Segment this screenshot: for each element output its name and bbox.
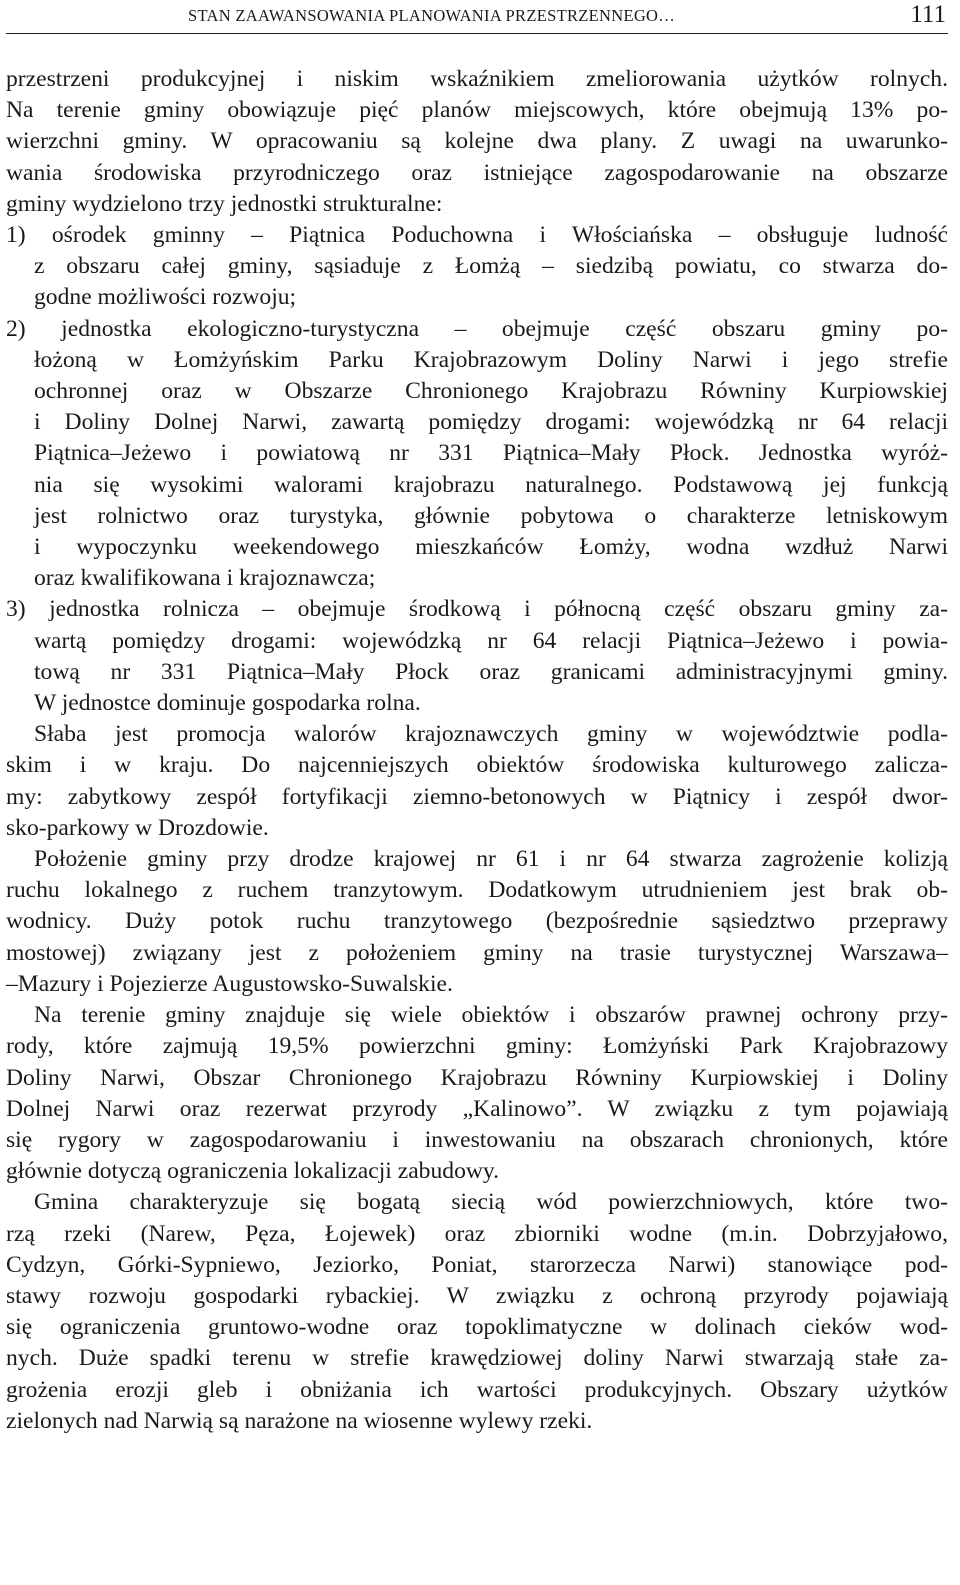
- list-item-1-line: z obszaru całej gminy, sąsiaduje z Łomżą – siedzibą powiatu, co stwarza do-: [34, 253, 948, 280]
- paragraph-line: głównie dotyczą ograniczenia lokalizacji zabudowy.: [6, 1158, 500, 1185]
- paragraph-line: sko-parkowy w Drozdowie.: [6, 814, 269, 841]
- paragraph-line: się rygory w zagospodarowaniu i inwestowaniu na obszarach chronionych, które: [6, 1126, 948, 1153]
- list-item-2-line: i Doliny Dolnej Narwi, zawartą pomiędzy drogami: wojewódzką nr 64 relacji: [34, 409, 948, 436]
- paragraph-line: ruchu lokalnego z ruchem tranzytowym. Dodatkowym utrudnieniem jest brak ob-: [6, 877, 948, 904]
- list-item-2-line: łożoną w Łomżyńskim Parku Krajobrazowym Doliny Narwi i jego strefie: [34, 346, 948, 373]
- list-item-3-line: 3) jednostka rolnicza – obejmuje środkową i północną część obszaru gminy za-: [6, 596, 948, 623]
- running-title: STAN ZAAWANSOWANIA PLANOWANIA PRZESTRZENNEGO…: [188, 6, 676, 25]
- paragraph-line: nych. Duże spadki terenu w strefie krawędziowej doliny Narwi stwarzają stałe za-: [6, 1345, 948, 1372]
- list-item-2-line: jest rolnictwo oraz turystyka, głównie pobytowa o charakterze letniskowym: [34, 502, 948, 529]
- paragraph-line: grożenia erozji gleb i obniżania ich wartości produkcyjnych. Obszary użytków: [6, 1376, 948, 1403]
- paragraph-line: się ograniczenia gruntowo-wodne oraz topoklimatyczne w dolinach cieków wod-: [6, 1314, 948, 1341]
- paragraph-line: Na terenie gminy znajduje się wiele obiektów i obszarów prawnej ochrony przy-: [34, 1002, 948, 1029]
- list-item-2-line: Piątnica–Jeżewo i powiatową nr 331 Piątnica–Mały Płock. Jednostka wyróż-: [34, 440, 948, 467]
- paragraph-line: zielonych nad Narwią są narażone na wiosenne wylewy rzeki.: [6, 1407, 593, 1434]
- paragraph-line: Słaba jest promocja walorów krajoznawczych gminy w województwie podla-: [34, 721, 948, 748]
- list-item-2-line: i wypoczynku weekendowego mieszkańców Łomży, wodna wzdłuż Narwi: [34, 534, 948, 561]
- paragraph-line: Cydzyn, Górki-Sypniewo, Jeziorko, Poniat, starorzecza Narwi) stanowiące pod-: [6, 1251, 948, 1278]
- list-item-3-line: tową nr 331 Piątnica–Mały Płock oraz granicami administracyjnymi gminy.: [34, 658, 948, 685]
- list-item-2-line: 2) jednostka ekologiczno-turystyczna – obejmuje część obszaru gminy po-: [6, 315, 948, 342]
- text-line: wania środowiska przyrodniczego oraz istniejące zagospodarowanie na obszarze: [6, 159, 948, 186]
- list-item-2-line: nia się wysokimi walorami krajobrazu naturalnego. Podstawową jej funkcją: [34, 471, 948, 498]
- body-text: [6, 64, 948, 1437]
- list-item-1-line: godne możliwości rozwoju;: [34, 284, 297, 311]
- list-item-3-line: wartą pomiędzy drogami: wojewódzką nr 64 relacji Piątnica–Jeżewo i powia-: [34, 627, 948, 654]
- paragraph-line: Doliny Narwi, Obszar Chronionego Krajobrazu Równiny Kurpiowskiej i Doliny: [6, 1064, 948, 1091]
- list-item-1-line: 1) ośrodek gminny – Piątnica Poduchowna i Włościańska – obsługuje ludność: [6, 222, 948, 249]
- list-item-2-line: oraz kwalifikowana i krajoznawcza;: [34, 565, 376, 592]
- list-item-3-line: W jednostce dominuje gospodarka rolna.: [34, 690, 421, 717]
- paragraph-line: mostowej) związany jest z położeniem gminy na trasie turystycznej Warszawa–: [6, 939, 948, 966]
- text-line: gminy wydzielono trzy jednostki strukturalne:: [6, 190, 443, 217]
- paragraph-line: Dolnej Narwi oraz rezerwat przyrody „Kalinowo”. W związku z tym pojawiają: [6, 1095, 948, 1122]
- text-line: Na terenie gminy obowiązuje pięć planów miejscowych, które obejmują 13% po-: [6, 97, 948, 124]
- paragraph-line: Gmina charakteryzuje się bogatą siecią wód powierzchniowych, które two-: [34, 1189, 948, 1216]
- text-line: przestrzeni produkcyjnej i niskim wskaźnikiem zmeliorowania użytków rolnych.: [6, 66, 948, 92]
- paragraph-line: my: zabytkowy zespół fortyfikacji ziemno-betonowych w Piątnicy i zespół dwor-: [6, 783, 948, 810]
- paragraph-line: –Mazury i Pojezierze Augustowsko-Suwalskie.: [6, 970, 453, 997]
- paragraph-line: stawy rozwoju gospodarki rybackiej. W związku z ochroną przyrody pojawiają: [6, 1282, 948, 1309]
- paragraph-line: skim i w kraju. Do najcenniejszych obiektów środowiska kulturowego zalicza-: [6, 752, 948, 779]
- paragraph-line: Położenie gminy przy drodze krajowej nr 61 i nr 64 stwarza zagrożenie kolizją: [34, 846, 948, 873]
- paragraph-line: wodnicy. Duży potok ruchu tranzytowego (bezpośrednie sąsiedztwo przeprawy: [6, 908, 948, 935]
- text-line: wierzchni gminy. W opracowaniu są kolejne dwa plany. Z uwagi na uwarunko-: [6, 128, 948, 155]
- paragraph-line: rzą rzeki (Narew, Pęza, Łojewek) oraz zbiorniki wodne (m.in. Dobrzyjałowo,: [6, 1220, 948, 1247]
- page-number: 111: [910, 1, 946, 28]
- document-page: [6, 0, 948, 1437]
- list-item-2-line: ochronnej oraz w Obszarze Chronionego Krajobrazu Równiny Kurpiowskiej: [34, 378, 948, 405]
- running-header: [6, 0, 948, 34]
- paragraph-line: rody, które zajmują 19,5% powierzchni gminy: Łomżyński Park Krajobrazowy: [6, 1033, 948, 1060]
